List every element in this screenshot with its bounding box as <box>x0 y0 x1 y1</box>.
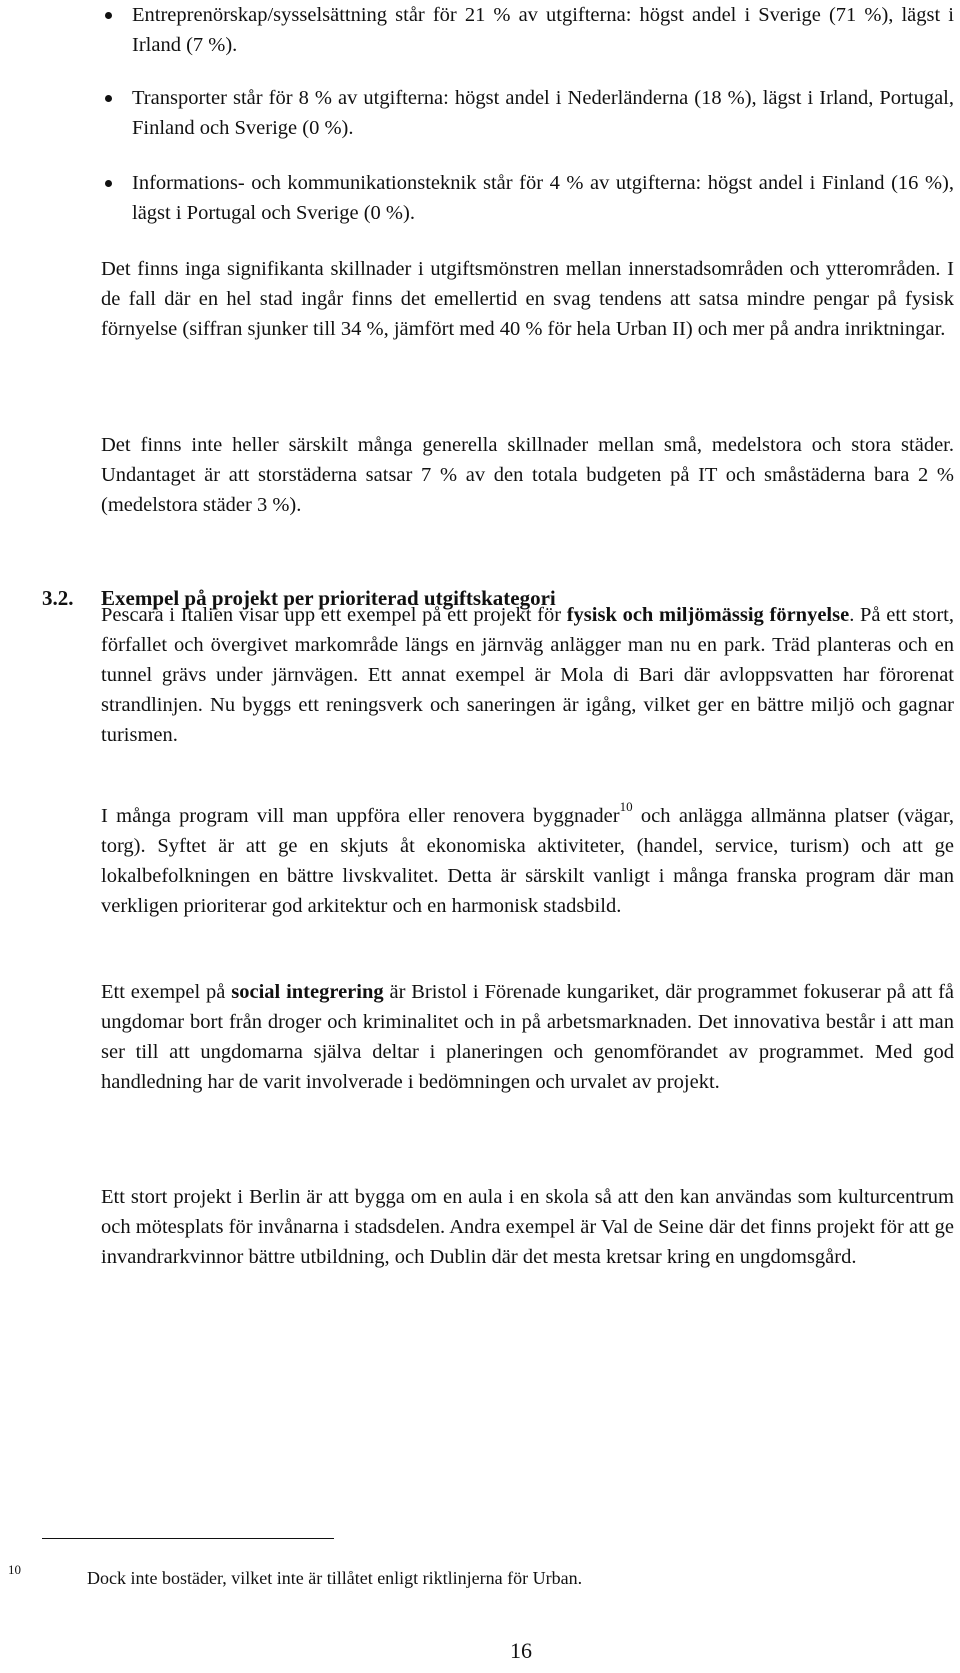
bullet-dot-icon <box>105 95 112 102</box>
paragraph-text: Pescara i Italien visar upp ett exempel på ett projekt för <box>101 604 567 626</box>
bullet-item-entrepreneurship <box>132 0 954 60</box>
paragraph-berlin: Ett stort projekt i Berlin är att bygga om en aula i en skola så att den kan användas som kulturcentrum och mötesplats för invånarna i stadsdelen. Andra exempel är Val de Seine där det finns projekt för att ge invandrarkvinnor bättre utbildning, och Dublin där det mesta kretsar kring en ungdomsgård. <box>101 1186 954 1268</box>
section-title: Exempel på projekt per prioriterad utgiftskategori <box>101 586 556 610</box>
paragraph-bristol <box>101 977 954 1097</box>
paragraph-buildings <box>101 801 954 921</box>
paragraph-text: är Bristol i Förenade kungariket, där programmet fokuserar på att få ungdomar bort från droger och kriminalitet och in på arbetsmarknaden. Det innovativa består i att man ser till att ungdomarna själva deltar i planeringen och genomförandet av programmet. Med god handledning har de varit involverade i bedömningen och urvalet av projekt. <box>101 981 954 1093</box>
footnote-reference[interactable]: 10 <box>619 799 633 815</box>
paragraph-text: och anlägga allmänna platser (vägar, torg). Syftet är att ge en skjuts åt ekonomiska aktiviteter, (handel, service, turism) och att ge lokalbefolkningen en bättre livskvalitet. Detta är särskilt vanligt i många franska program där man verkligen prioriterar god arkitektur och en harmonisk stadsbild. <box>101 805 954 917</box>
footnote-number: 10 <box>8 1562 21 1577</box>
bullet-dot-icon <box>105 180 112 187</box>
bullet-dot-icon <box>105 12 112 19</box>
paragraph-text: . På ett stort, förfallet och övergivet markområde längs en järnväg anlägger man nu en park. Träd planteras och en tunnel grävs under järnvägen. Ett annat exempel är Mola di Bari där avloppsvatten har förorenat strandlinjen. Nu byggs ett reningsverk och saneringen är igång, vilket ger en bättre miljö och gagnar turismen. <box>101 604 954 746</box>
paragraph-area-differences: Det finns inga signifikanta skillnader i utgiftsmönstren mellan innerstadsområden och ytterområden. I de fall där en hel stad ingår finns det emellertid en svag tendens att satsa mindre pengar på fysisk förnyelse (siffran sjunker till 34 %, jämfört med 40 % för hela Urban II) och mer på andra inriktningar. <box>101 258 954 340</box>
bullet-item-text: Entreprenörskap/sysselsättning står för 21 % av utgifterna: högst andel i Sverige (71 %), lägst i Irland (7 %). <box>132 4 954 56</box>
paragraph-text: I många program vill man uppföra eller renovera byggnader <box>101 805 620 827</box>
bullet-item-ict <box>132 168 954 228</box>
footnote-text: Dock inte bostäder, vilket inte är tillåtet enligt riktlinjerna för Urban. <box>87 1568 583 1588</box>
paragraph-city-size-differences: Det finns inte heller särskilt många generella skillnader mellan små, medelstora och stora städer. Undantaget är att storstäderna satsar 7 % av den totala budgeten på IT och småstäderna bara 2 % (medelstora städer 3 %). <box>101 434 954 516</box>
bullet-item-transport <box>132 83 954 143</box>
bullet-item-text: Transporter står för 8 % av utgifterna: högst andel i Nederländerna (18 %), lägst i Irland, Portugal, Finland och Sverige (0 %). <box>132 87 954 139</box>
emphasis-social-integration: social integrering <box>231 981 384 1003</box>
bullet-item-text: Informations- och kommunikationsteknik står för 4 % av utgifterna: högst andel i Finland (16 %), lägst i Portugal och Sverige (0 %). <box>132 172 954 224</box>
page-number: 16 <box>510 1638 532 1663</box>
paragraph-pescara <box>101 600 954 750</box>
footnote-divider <box>42 1538 334 1539</box>
emphasis-physical-renewal: fysisk och miljömässig förnyelse <box>566 604 850 626</box>
paragraph-text: Ett exempel på <box>101 981 232 1003</box>
section-number: 3.2. <box>42 586 74 610</box>
